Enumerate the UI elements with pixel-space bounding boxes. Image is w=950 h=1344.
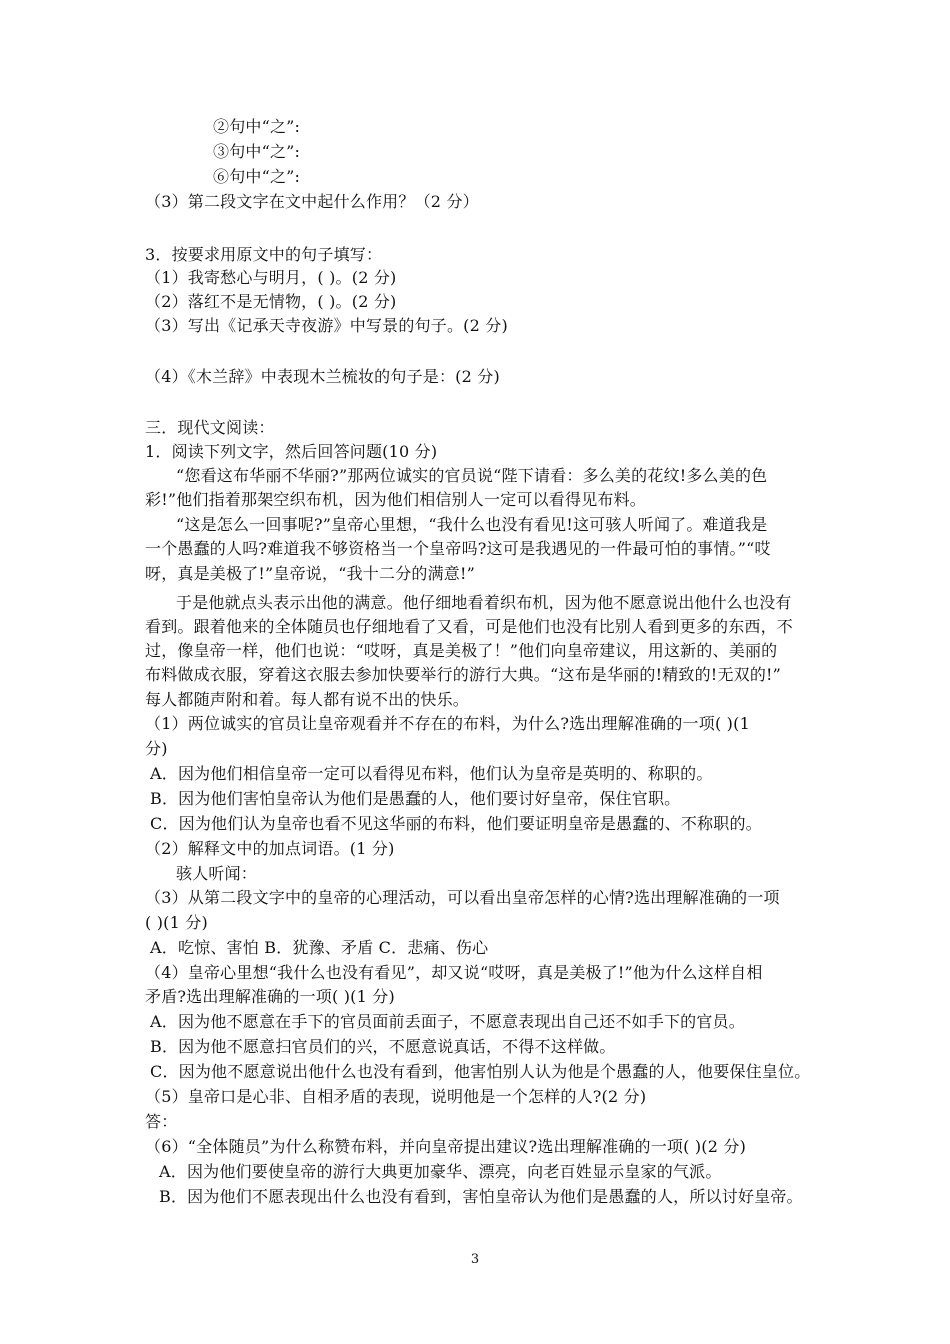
passage-line: 过，像皇帝一样，他们也说：“哎呀，真是美极了！”他们向皇帝建议，用这新的、美丽的 — [145, 641, 778, 660]
option-a: A．因为他不愿意在手下的官员面前丢面子，不愿意表现出自己还不如手下的官员。 — [150, 1012, 745, 1031]
section-3-heading: 三．现代文阅读： — [145, 418, 275, 437]
passage-line: 呀，真是美极了!”皇帝说，“我十二分的满意!” — [145, 564, 475, 583]
reading-question-5: （5）皇帝口是心非、自相矛盾的表现，说明他是一个怎样的人?(2 分) — [145, 1087, 647, 1106]
reading-question-2-term: 骇人听闻： — [176, 864, 258, 883]
question-2-sub-2: ②句中“之”: — [213, 117, 301, 136]
reading-question-3: （3）从第二段文字中的皇帝的心理活动，可以看出皇帝怎样的心情?选出理解准确的一项 — [145, 888, 780, 907]
passage-line: 一个愚蠢的人吗?难道我不够资格当一个皇帝吗?这可是我遇见的一件最可怕的事情。”“哎 — [145, 539, 771, 558]
page-number: 3 — [470, 1252, 480, 1267]
option-b: B．因为他不愿意扫官员们的兴，不愿意说真话，不得不这样做。 — [150, 1037, 616, 1056]
options-row: A．吃惊、害怕 B．犹豫、矛盾 C．悲痛、伤心 — [150, 938, 489, 957]
question-3-part-4: （4）《木兰辞》中表现木兰梳妆的句子是：(2 分) — [145, 367, 500, 386]
question-3-part-2: （2）落红不是无情物，( )。(2 分) — [145, 292, 397, 311]
option-b: B．因为他们不愿表现出什么也没有看到，害怕皇帝认为他们是愚蠢的人，所以讨好皇帝。 — [159, 1187, 803, 1206]
passage-line: 于是他就点头表示出他的满意。他仔细地看着织布机，因为他不愿意说出他什么也没有 — [176, 593, 792, 612]
reading-question-3-cont: ( )(1 分) — [145, 913, 208, 932]
option-a: A．因为他们要使皇帝的游行大典更加豪华、漂亮，向老百姓显示皇家的气派。 — [159, 1162, 722, 1181]
option-b: B．因为他们害怕皇帝认为他们是愚蠢的人，他们要讨好皇帝，保住官职。 — [150, 789, 681, 808]
reading-question-4-cont: 矛盾?选出理解准确的一项( )(1 分) — [145, 987, 395, 1006]
passage-line: 布料做成衣服，穿着这衣服去参加快要举行的游行大典。“这布是华丽的!精致的!无双的!” — [145, 665, 782, 684]
question-3-part-1: （1）我寄愁心与明月，( )。(2 分) — [145, 268, 397, 287]
reading-question-2: （2）解释文中的加点词语。(1 分) — [145, 839, 395, 858]
passage-line: “您看这布华丽不华丽?”那两位诚实的官员说“陛下请看：多么美的花纹!多么美的色 — [176, 466, 768, 485]
question-2-sub-6: ⑥句中“之”: — [213, 167, 301, 186]
passage-line: 彩!”他们指着那架空织布机，因为他们相信别人一定可以看得见布料。 — [145, 490, 647, 509]
passage-line: “这是怎么一回事呢?”皇帝心里想，“我什么也没有看见!这可骇人听闻了。难道我是 — [176, 515, 768, 534]
passage-line: 每人都随声附和着。每人都有说不出的快乐。 — [145, 690, 470, 709]
option-a: A．因为他们相信皇帝一定可以看得见布料，他们认为皇帝是英明的、称职的。 — [150, 764, 713, 783]
question-2-part-3: （3）第二段文字在文中起什么作用？（2 分） — [145, 192, 479, 211]
option-c: C．因为他不愿意说出他什么也没有看到，他害怕别人认为他是个愚蠢的人，他要保住皇位。 — [150, 1062, 811, 1081]
option-c: C．因为他们认为皇帝也看不见这华丽的布料，他们要证明皇帝是愚蠢的、不称职的。 — [150, 814, 762, 833]
reading-1-heading: 1．阅读下列文字，然后回答问题(10 分) — [145, 442, 438, 461]
question-3-heading: 3．按要求用原文中的句子填写： — [145, 245, 383, 264]
question-2-sub-3: ③句中“之”: — [213, 142, 301, 161]
reading-question-4: （4）皇帝心里想“我什么也没有看见”，却又说“哎呀，真是美极了!”他为什么这样自相 — [145, 963, 763, 982]
answer-label: 答： — [145, 1112, 178, 1131]
question-3-part-3: （3）写出《记承天寺夜游》中写景的句子。(2 分) — [145, 316, 508, 335]
passage-line: 看到。跟着他来的全体随员也仔细地看了又看，可是他们也没有比别人看到更多的东西，不 — [145, 617, 794, 636]
reading-question-6: （6）“全体随员”为什么称赞布料，并向皇帝提出建议?选出理解准确的一项( )(2 分) — [145, 1137, 747, 1156]
reading-question-1: （1）两位诚实的官员让皇帝观看并不存在的布料，为什么?选出理解准确的一项( )(1 — [145, 714, 750, 733]
reading-question-1-cont: 分) — [145, 739, 168, 758]
